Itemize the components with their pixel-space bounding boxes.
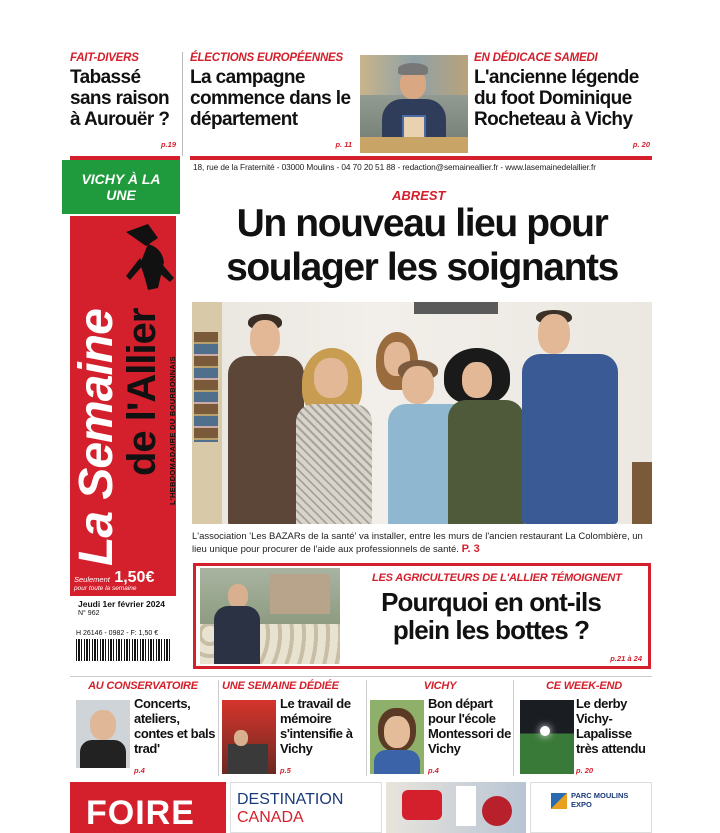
price-amount: 1,50€: [114, 569, 155, 586]
caption-text: L'association 'Les BAZARs de la santé' va installer, entre les murs de l'ancien restaurant La Colombière, un lieu unique pour procurer de l'aide aux professionnels de santé.: [192, 531, 643, 555]
top-story-2[interactable]: [190, 52, 356, 156]
masthead: [70, 216, 176, 570]
red-rule: [190, 156, 652, 160]
kicker: EN DÉDICACE SAMEDI: [474, 52, 598, 64]
page-ref: p. 20: [632, 140, 650, 149]
ad-foire-text: FOIRE: [86, 794, 195, 832]
masthead-line1: La Semaine: [70, 309, 123, 566]
main-photo: [192, 302, 652, 524]
page-ref: p.19: [160, 140, 176, 149]
thumb: [222, 700, 276, 774]
main-caption: [192, 530, 652, 556]
top-story-3[interactable]: [474, 52, 654, 156]
price-prefix: Seulement: [74, 575, 110, 584]
col-divider: [513, 680, 514, 776]
col-divider: [218, 680, 219, 776]
ad-illustration: [386, 782, 526, 833]
page-ref: p.5: [280, 766, 291, 775]
bottom-rule: [70, 676, 652, 677]
page-ref: p.4: [428, 766, 439, 775]
kicker: CE WEEK-END: [545, 680, 623, 692]
bottom-story-4[interactable]: [516, 680, 652, 776]
bottom-story-2[interactable]: [222, 680, 364, 776]
main-page-ref: P. 3: [461, 543, 480, 555]
headline: Bon départ pour l'école Montessori de Vichy: [428, 696, 511, 756]
farm-kicker: LES AGRICULTEURS DE L'ALLIER TÉMOIGNENT: [372, 572, 622, 584]
tagline: L'HEBDOMADAIRE DU BOURBONNAIS: [168, 356, 177, 505]
bottom-story-3[interactable]: [370, 680, 510, 776]
kicker: AU CONSERVATOIRE: [88, 680, 198, 692]
masthead-tagline: [168, 335, 177, 505]
bottom-story-1[interactable]: [70, 680, 216, 776]
headline: L'ancienne légende du foot Dominique Rocheteau à Vichy: [474, 67, 639, 130]
farm-story[interactable]: [193, 563, 651, 669]
barcode: [76, 639, 172, 661]
rocheteau-photo: [360, 55, 468, 153]
masthead-line2: de l'Allier: [120, 308, 164, 476]
kicker: VICHY: [423, 680, 457, 692]
headline: Le travail de mémoire s'intensifie à Vichy: [280, 696, 353, 756]
farm-headline: Pourquoi en ont-ils plein les bottes ?: [381, 587, 601, 645]
divider: [182, 52, 183, 156]
issue-number: N° 962: [78, 610, 100, 617]
thumb: [76, 700, 130, 768]
thumb: [370, 700, 424, 774]
headline: Le derby Vichy-Lapalisse très attendu: [576, 696, 646, 756]
farm-page-ref: p.21 à 24: [610, 654, 642, 663]
ad-foire: [70, 782, 226, 833]
barcode-text: H 26146 - 0982 - F: 1,50 €: [76, 630, 159, 637]
edition-badge[interactable]: [62, 160, 180, 214]
price-box: [70, 566, 176, 596]
col-divider: [366, 680, 367, 776]
masthead-title: [72, 226, 162, 566]
ad-parc-text: PARC MOULINS EXPO: [571, 791, 629, 809]
top-story-1[interactable]: [70, 52, 182, 156]
headline: Concerts, ateliers, contes et bals trad': [134, 696, 216, 756]
kicker: UNE SEMAINE DÉDIÉE: [222, 680, 339, 692]
headline: Tabassé sans raison à Aurouër ?: [70, 67, 170, 130]
main-kicker: ABREST: [392, 188, 446, 203]
ad-parc: [530, 782, 652, 833]
ad-strip[interactable]: [70, 782, 652, 833]
edition-badge-label: VICHY À LA UNE: [81, 171, 161, 203]
page-ref: p. 11: [335, 140, 352, 149]
ad-destination-b: CANADA: [237, 809, 304, 826]
ad-destination: [230, 782, 382, 833]
address-line: 18, rue de la Fraternité - 03000 Moulins - 04 70 20 51 88 - redaction@semaineallier.fr - www.lasemainedelallier.fr: [193, 162, 596, 172]
farm-photo: [200, 568, 340, 664]
kicker: ÉLECTIONS EUROPÉENNES: [190, 52, 343, 64]
price-suffix: pour toute la semaine: [74, 585, 137, 592]
issue-date: Jeudi 1er février 2024: [78, 599, 165, 609]
ad-destination-a: DESTINATION: [237, 791, 344, 808]
headline: La campagne commence dans le département: [190, 67, 351, 130]
main-headline[interactable]: Un nouveau lieu pour soulager les soignants: [226, 202, 618, 289]
page-ref: p.4: [134, 766, 145, 775]
page-ref: p. 20: [576, 766, 594, 775]
kicker: FAIT-DIVERS: [70, 52, 139, 64]
thumb: [520, 700, 574, 774]
